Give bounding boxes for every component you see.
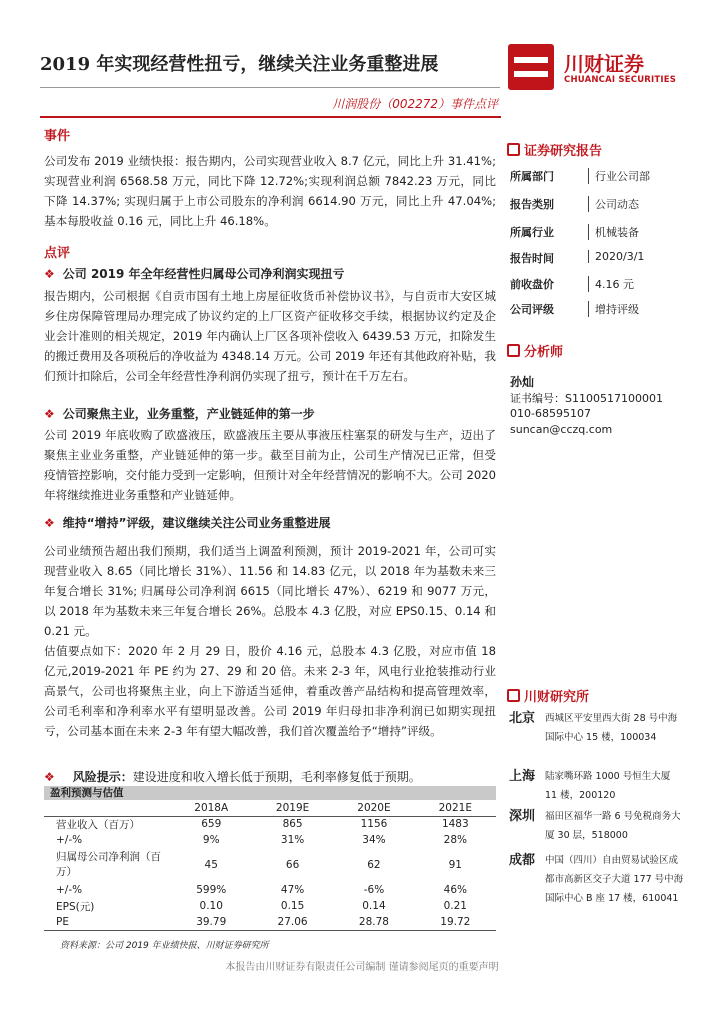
risk-text: 建设进度和收入增长低于预期，毛利率修复低于预期。 [132, 770, 421, 784]
sidebar-heading-analyst: 分析师 [507, 341, 563, 360]
table-header-row: 2018A 2019E 2020E 2021E [44, 800, 496, 816]
diamond-bullet-icon: ❖ [44, 516, 55, 530]
valuation-paragraph: 估值要点如下：2020 年 2 月 29 日，股价 4.16 元，总股本 4.3 亿股，对应市值 18 亿元,2019-2021 年 PE 约为 27、29 和 20 倍。未来 2-3 年，风电行业抢装推动行业高景气，公司也将聚焦主业，向上下游适当延伸，着重改善产品结构和提高管理效率，公司毛利率和净利率水平有望明显改善。公司 2019 年归母扣非净利润已如期实现扭亏，公司基本面在未来 2-3 年有望大幅改善，我们首次覆盖给予“增持”评级。 [44, 644, 496, 738]
analyst-icon [507, 344, 520, 357]
institute-icon [507, 689, 520, 702]
info-row-date: 报告时间 2020/3/1 [510, 250, 645, 265]
office-address-shanghai: 陆家嘴环路 1000 号恒生大厦 11 楼，200120 [545, 771, 671, 801]
info-row-department: 所属部门 行业公司部 [510, 170, 650, 183]
logo-emblem-icon [506, 42, 558, 92]
office-city-shanghai: 上海 [509, 769, 536, 784]
bullet-heading-1: ❖ 公司 2019 年全年经营性归属母公司净利润实现扭亏 [44, 267, 345, 281]
office-city-beijing: 北京 [509, 711, 536, 726]
diamond-bullet-icon: ❖ [44, 267, 55, 281]
sidebar-heading-institute: 川财研究所 [507, 686, 589, 705]
table-row: 归属母公司净利润（百万） 45 66 62 91 [56, 851, 462, 878]
risk-warning [44, 768, 421, 785]
bullet-heading-3: ❖ 维持“增持”评级，建议继续关注公司业务重整进展 [44, 516, 331, 530]
office-city-chengdu: 成都 [509, 853, 536, 868]
risk-label: 风险提示： [72, 770, 133, 784]
forecast-table [44, 800, 496, 931]
logo-name-cn: 川财证券 [564, 52, 644, 76]
diamond-bullet-icon: ❖ [44, 770, 55, 784]
table-row: EPS(元) 0.10 0.15 0.14 0.21 [56, 900, 467, 913]
info-row-category: 报告类别 公司动态 [510, 198, 639, 211]
info-row-close-price: 前收盘价 4.16 元 [510, 278, 634, 291]
analyst-phone: 010-68595107 [510, 407, 591, 420]
report-title: 2019 年实现经营性扭亏，继续关注业务重整进展 [40, 54, 439, 75]
bullet-heading-2: ❖ 公司聚焦主业，业务重整，产业链延伸的第一步 [44, 407, 315, 421]
report-icon [507, 143, 520, 156]
logo-name-en: CHUANCAI SECURITIES [564, 75, 677, 85]
office-address-beijing: 西城区平安里西大街 28 号中海国际中心 15 楼，100034 [545, 713, 678, 743]
page-footer: 本报告由川财证券有限责任公司编制 谨请参阅尾页的重要声明 [225, 962, 499, 973]
table-row: PE 39.79 27.06 28.78 19.72 [44, 914, 496, 930]
office-address-shenzhen: 福田区福华一路 6 号免税商务大厦 30 层，518000 [545, 811, 681, 841]
title-rule [40, 116, 501, 118]
report-subtitle: 川润股份（002272）事件点评 [332, 97, 498, 111]
company-logo [506, 42, 676, 92]
info-row-industry: 所属行业 机械装备 [510, 226, 639, 239]
table-row: 营业收入（百万） 659 865 1156 1483 [56, 818, 469, 831]
info-row-rating: 公司评级 增持评级 [510, 303, 639, 316]
section-heading-comments: 点评 [44, 246, 71, 261]
analyst-name: 孙灿 [510, 375, 535, 389]
bullet-paragraph-1: 报告期内，公司根据《自贡市国有土地上房屋征收货币补偿协议书》，与自贡市大安区城乡住房保障管理局办理完成了协议约定的上厂区资产征收移交手续，根据协议约定及企业会计准则的相关规定，2019 年内确认上厂区各项补偿收入 6439.53 万元，扣除发生的搬迁费用及各项税后的净收益为 4348.14 万元。公司 2019 年还有其他政府补贴，我们预计扣除后，公司全年经营性净利润仍实现了扭亏，预计在千万左右。 [44, 289, 496, 383]
sidebar-heading-report: 证券研究报告 [507, 140, 602, 159]
bullet-paragraph-2: 公司 2019 年底收购了欧盛液压，欧盛液压主要从事液压柱塞泵的研发与生产，迈出了聚焦主业业务重整，产业链延伸的第一步。截至目前为止，公司生产情况已正常，但受疫情管控影响，交付能力受到一定影响，但预计对全年经营情况的影响不大。公司 2020 年将继续推进业务重整和产业链延伸。 [44, 428, 496, 502]
section-heading-events: 事件 [44, 129, 71, 144]
header-divider [40, 87, 500, 88]
analyst-cert: 证书编号：S1100517100001 [510, 392, 663, 405]
table-row: +/-% 9% 31% 34% 28% [56, 834, 467, 846]
events-paragraph: 公司发布 2019 业绩快报：报告期内，公司实现营业收入 8.7 亿元，同比上升 31.41%;实现营业利润 6568.58 万元，同比下降 12.72%;实现利润总额 7842.23 万元，同比下降 14.37%; 实现归属于上市公司股东的净利润 6614.90 万元，同比上升 47.04%; 基本每股收益 0.16 元，同比上升 46.18%。 [44, 154, 496, 228]
analyst-email: suncan@cczq.com [510, 423, 613, 436]
bullet-paragraph-3: 公司业绩预告超出我们预期，我们适当上调盈利预测，预计 2019-2021 年，公司可实现营业收入 8.65（同比增长 31%）、11.56 和 14.83 亿元，以 2018 年为基数未来三年复合增长 31%; 归属母公司净利润 6615（同比增长 47%）、6219 和 9077 万元，以 2018 年为基数未来三年复合增长 26%。总股本 4.3 亿股，对应 EPS0.15、0.14 和 0.21 元。 [44, 544, 496, 638]
diamond-bullet-icon: ❖ [44, 407, 55, 421]
forecast-table-title: 盈利预测与估值 [44, 786, 496, 800]
office-address-chengdu: 中国（四川）自由贸易试验区成都市高新区交子大道 177 号中海国际中心 B 座 17 楼，610041 [545, 855, 684, 904]
office-city-shenzhen: 深圳 [509, 809, 536, 824]
table-source-note: 资料来源：公司 2019 年业绩快报、川财证券研究所 [60, 941, 269, 951]
table-row: +/-% 599% 47% -6% 46% [56, 884, 467, 896]
